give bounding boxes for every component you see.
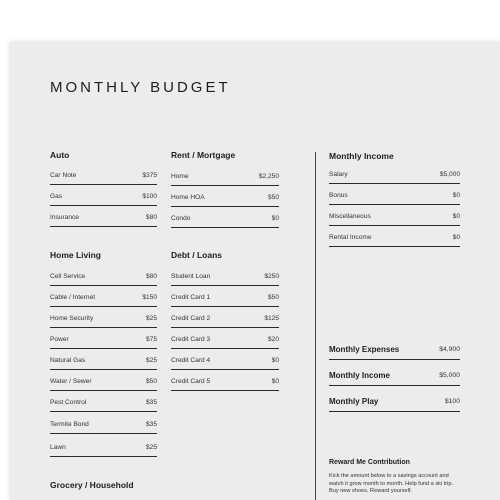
row-label: Pest Control [50, 399, 87, 406]
debt-row [171, 357, 279, 370]
total-label: Monthly Expenses [329, 345, 400, 354]
row-value: $50 [267, 194, 279, 201]
row-value: $5,000 [439, 171, 460, 178]
total-row-income [329, 371, 460, 386]
row-label: Gas [50, 193, 63, 200]
row-label: Credit Card 2 [171, 315, 211, 322]
reward-text: Kick the amount below to a savings account and watch it grow month to month. Help fund a ski trip. Buy new shoes. Reward yourself. [329, 473, 454, 494]
income-row [329, 234, 460, 247]
row-value: $25 [145, 315, 157, 322]
home-living-row [50, 378, 157, 391]
section-heading-rent: Rent / Mortgage [171, 150, 236, 160]
row-value: $0 [452, 213, 460, 220]
total-row-play [329, 397, 460, 412]
section-heading-auto: Auto [50, 150, 70, 160]
home-living-row [50, 336, 157, 349]
row-label: Rental Income [329, 234, 372, 241]
section-heading-income: Monthly Income [329, 151, 394, 161]
rent-row [171, 194, 279, 207]
auto-row [50, 172, 157, 185]
row-label: Lawn [50, 444, 66, 451]
row-value: $35 [145, 399, 157, 406]
row-label: Miscellaneous [329, 213, 371, 220]
row-label: Credit Card 4 [171, 357, 211, 364]
home-living-row [50, 315, 157, 328]
row-value: $2,250 [258, 173, 279, 180]
row-value: $375 [142, 172, 157, 179]
debt-row [171, 294, 279, 307]
row-value: $25 [145, 357, 157, 364]
home-living-row [50, 444, 157, 457]
budget-sheet [10, 42, 500, 500]
row-value: $80 [145, 273, 157, 280]
total-value: $4,900 [439, 346, 460, 353]
row-label: Home HOA [171, 194, 205, 201]
row-value: $20 [267, 336, 279, 343]
auto-row [50, 214, 157, 227]
row-value: $150 [142, 294, 157, 301]
row-label: Condo [171, 215, 191, 222]
row-value: $0 [452, 192, 460, 199]
row-value: $25 [145, 444, 157, 451]
row-label: Student Loan [171, 273, 211, 280]
row-label: Home [171, 173, 189, 180]
debt-row [171, 378, 279, 391]
home-living-row [50, 357, 157, 370]
row-label: Salary [329, 171, 348, 178]
home-living-row [50, 421, 157, 434]
row-label: Insurance [50, 214, 79, 221]
rent-row [171, 173, 279, 186]
row-value: $125 [264, 315, 279, 322]
row-value: $50 [267, 294, 279, 301]
debt-row [171, 315, 279, 328]
row-label: Credit Card 3 [171, 336, 211, 343]
row-label: Car Note [50, 172, 77, 179]
row-value: $75 [145, 336, 157, 343]
income-row [329, 171, 460, 184]
income-row [329, 213, 460, 226]
total-label: Monthly Income [329, 371, 390, 380]
section-heading-debt: Debt / Loans [171, 250, 223, 260]
total-label: Monthly Play [329, 397, 379, 406]
row-value: $0 [271, 357, 279, 364]
row-value: $0 [271, 215, 279, 222]
row-label: Home Security [50, 315, 94, 322]
income-row [329, 192, 460, 205]
row-label: Bonus [329, 192, 348, 199]
row-value: $50 [145, 378, 157, 385]
auto-row [50, 193, 157, 206]
total-row-expenses [329, 345, 460, 360]
debt-row [171, 273, 279, 286]
home-living-row [50, 294, 157, 307]
reward-title: Reward Me Contribution [329, 459, 410, 466]
row-value: $80 [145, 214, 157, 221]
row-value: $35 [145, 421, 157, 428]
home-living-row [50, 273, 157, 286]
row-label: Cable / Internet [50, 294, 96, 301]
total-value: $5,000 [439, 372, 460, 379]
row-value: $100 [142, 193, 157, 200]
row-label: Credit Card 1 [171, 294, 211, 301]
row-value: $0 [452, 234, 460, 241]
home-living-row [50, 399, 157, 412]
row-label: Water / Sewer [50, 378, 92, 385]
column-divider [315, 152, 316, 500]
section-heading-home-living: Home Living [50, 250, 102, 260]
total-value: $100 [444, 398, 460, 405]
row-label: Power [50, 336, 69, 343]
rent-row [171, 215, 279, 228]
debt-row [171, 336, 279, 349]
row-label: Natural Gas [50, 357, 86, 364]
row-value: $0 [271, 378, 279, 385]
page-title: MONTHLY BUDGET [50, 79, 231, 96]
row-label: Termite Bond [50, 421, 89, 428]
row-label: Cell Service [50, 273, 86, 280]
section-heading-grocery: Grocery / Household [50, 480, 134, 490]
row-label: Credit Card 5 [171, 378, 211, 385]
row-value: $250 [264, 273, 279, 280]
